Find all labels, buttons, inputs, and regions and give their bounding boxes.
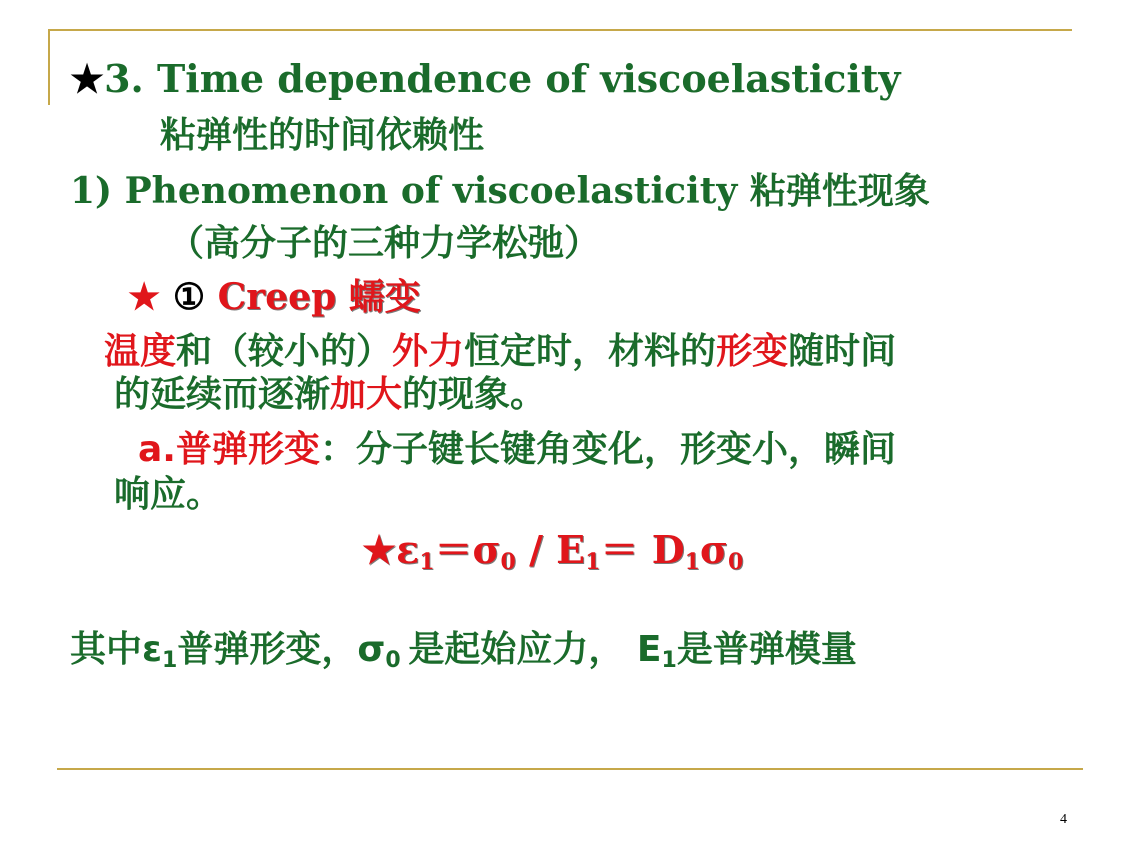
- star-icon: ★: [70, 56, 105, 101]
- def-text-b: 恒定时，材料的: [464, 331, 717, 372]
- def-text-c: 随时间: [788, 331, 897, 372]
- slide-heading: [70, 56, 900, 101]
- heading-text: 3. Time dependence of viscoelasticity: [104, 56, 901, 101]
- formula-part: ＝σ: [434, 527, 501, 572]
- formula-sub: 0: [500, 549, 516, 575]
- def2-text-b: 的现象。: [402, 374, 547, 415]
- def2-increase: 加大: [330, 374, 403, 415]
- def-deformation: 形变: [716, 331, 789, 372]
- formula-sigma: σ: [699, 527, 728, 572]
- symbol-note: [70, 621, 857, 673]
- def-external-force: 外力: [392, 331, 465, 372]
- creep-star-icon: ★: [128, 276, 161, 318]
- elastic-deformation-line2: 响应。: [114, 474, 223, 515]
- creep-label: Creep 蠕变: [217, 276, 421, 318]
- page-number: 4: [1060, 812, 1067, 827]
- subheading-cn: 粘弹性现象: [749, 171, 930, 212]
- creep-heading: [128, 269, 421, 320]
- formula-sub: 1: [585, 549, 601, 575]
- def-temperature: 温度: [104, 331, 177, 372]
- def2-text-a: 的延续而逐渐: [114, 374, 331, 415]
- elastic-label: a.普弹形变: [138, 429, 320, 470]
- note-part: 是普弹模量: [676, 629, 857, 670]
- bottom-rule: [57, 768, 1083, 770]
- def-text-a: 和（较小的）: [176, 331, 393, 372]
- circled-one-icon: ①: [172, 276, 206, 318]
- note-part: 是起始应力， E: [408, 629, 662, 670]
- formula-sub: 1: [684, 549, 700, 575]
- heading-chinese: 粘弹性的时间依赖性: [160, 115, 485, 156]
- note-sub: 1: [162, 648, 178, 673]
- note-sub: 0: [385, 648, 409, 673]
- elastic-deformation-line1: [138, 421, 896, 472]
- left-rule: [48, 29, 50, 105]
- note-part: 其中ε: [70, 629, 163, 670]
- formula: [362, 519, 743, 575]
- formula-epsilon: ε: [396, 527, 420, 572]
- formula-star-icon: ★: [362, 527, 397, 572]
- note-sub: 1: [661, 648, 677, 673]
- note-part: 普弹形变，σ: [177, 629, 386, 670]
- subheading-phenomenon: [70, 163, 930, 214]
- formula-sub: 1: [419, 549, 435, 575]
- formula-part: ＝ D: [600, 527, 685, 572]
- elastic-text: ：分子键长键角变化，形变小，瞬间: [319, 429, 896, 470]
- top-rule: [48, 29, 1072, 31]
- formula-sub: 0: [728, 549, 744, 575]
- creep-definition-line2: [114, 366, 546, 417]
- subheading-parenthetical: （高分子的三种力学松弛）: [168, 223, 601, 264]
- subheading-en: 1) Phenomenon of viscoelasticity: [70, 170, 750, 212]
- formula-part: / E: [515, 527, 586, 572]
